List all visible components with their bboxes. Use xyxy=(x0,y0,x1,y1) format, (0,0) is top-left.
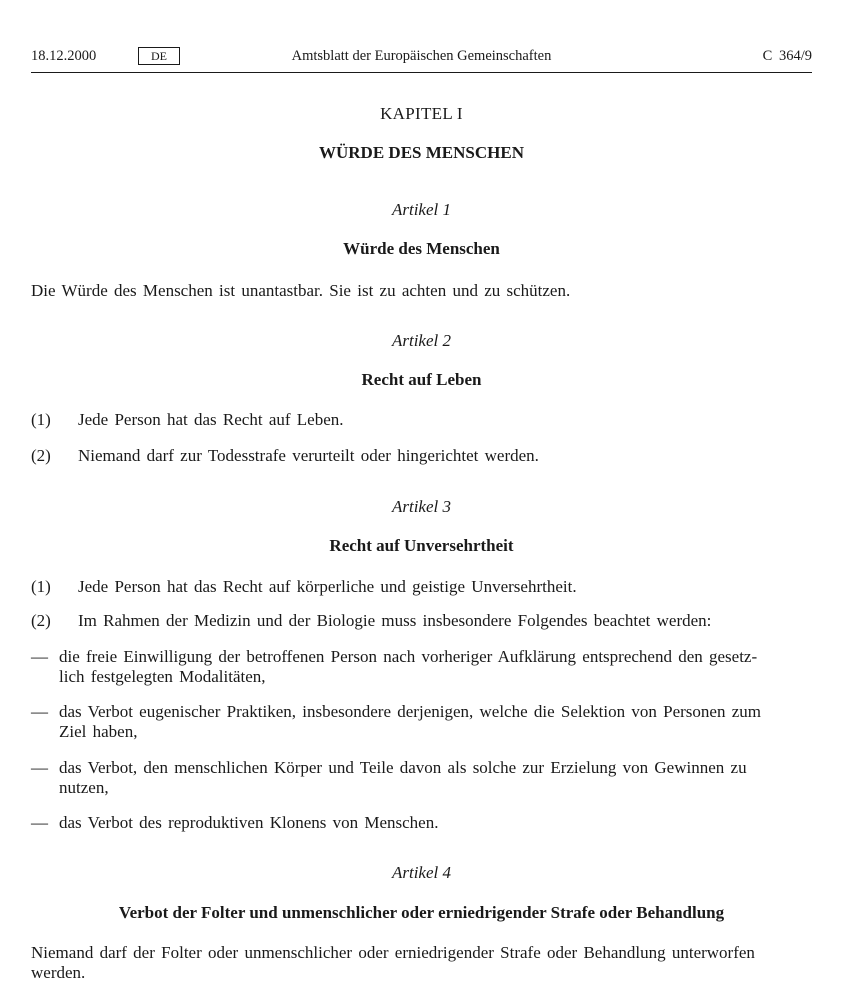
article-2-para-2-text: Niemand darf zur Todesstrafe verurteilt oder hingerichtet werden. xyxy=(78,446,539,465)
list-item xyxy=(59,702,812,742)
list-item-line: das Verbot, den menschlichen Körper und Teile davon als solche zur Erzielung von Gewinnen zu xyxy=(59,758,747,777)
page-header xyxy=(31,44,812,73)
list-item-line: die freie Einwilligung der betroffenen Person nach vorheriger Aufklärung entsprechend den gesetz- xyxy=(59,647,758,666)
article-4-text xyxy=(31,943,812,983)
list-item xyxy=(59,758,812,798)
article-4-title: Verbot der Folter und unmenschlicher oder erniedrigender Strafe oder Behandlung xyxy=(118,903,725,922)
article-2-para-1-number: (1) xyxy=(31,410,51,429)
article-1-title: Würde des Menschen xyxy=(343,239,500,258)
article-4-text-line: Niemand darf der Folter oder unmenschlicher oder erniedrigender Strafe oder Behandlung unterworfen xyxy=(31,943,755,962)
article-2-para-1-text: Jede Person hat das Recht auf Leben. xyxy=(78,410,344,429)
list-item xyxy=(59,813,812,833)
chapter-title: WÜRDE DES MENSCHEN xyxy=(319,143,524,162)
page-reference: C 364/9 xyxy=(762,48,812,64)
list-item-line: das Verbot des reproduktiven Klonens von Menschen. xyxy=(59,813,439,832)
article-3-number: Artikel 3 xyxy=(391,497,451,516)
language-badge: DE xyxy=(138,47,180,65)
article-3-para-1-number: (1) xyxy=(31,577,51,596)
article-2-number: Artikel 2 xyxy=(391,331,451,350)
article-3-title: Recht auf Unversehrtheit xyxy=(329,536,514,555)
article-1-number: Artikel 1 xyxy=(391,200,451,219)
list-item-line: nutzen, xyxy=(59,778,109,797)
list-dash: — xyxy=(31,702,48,721)
article-4-text-line: werden. xyxy=(31,963,86,982)
list-item-line: das Verbot eugenischer Praktiken, insbesondere derjenigen, welche die Selektion von Personen zum xyxy=(59,702,761,721)
publication-date: 18.12.2000 xyxy=(31,48,97,64)
article-4-number: Artikel 4 xyxy=(391,863,451,882)
article-1-text: Die Würde des Menschen ist unantastbar. Sie ist zu achten und zu schützen. xyxy=(31,281,571,300)
list-dash: — xyxy=(31,758,48,777)
list-dash: — xyxy=(31,647,48,666)
article-3-para-2-number: (2) xyxy=(31,611,51,630)
list-item xyxy=(59,647,812,687)
chapter-label: KAPITEL I xyxy=(380,104,463,123)
list-item-line: Ziel haben, xyxy=(59,722,138,741)
article-3-para-1-text: Jede Person hat das Recht auf körperliche und geistige Unversehrtheit. xyxy=(78,577,577,596)
list-dash: — xyxy=(31,813,48,832)
article-3-para-2-text: Im Rahmen der Medizin und der Biologie muss insbesondere Folgendes beachtet werden: xyxy=(78,611,712,630)
article-2-para-2-number: (2) xyxy=(31,446,51,465)
journal-title: Amtsblatt der Europäischen Gemeinschaften xyxy=(291,48,552,64)
list-item-line: lich festgelegten Modalitäten, xyxy=(59,667,266,686)
article-2-title: Recht auf Leben xyxy=(361,370,482,389)
